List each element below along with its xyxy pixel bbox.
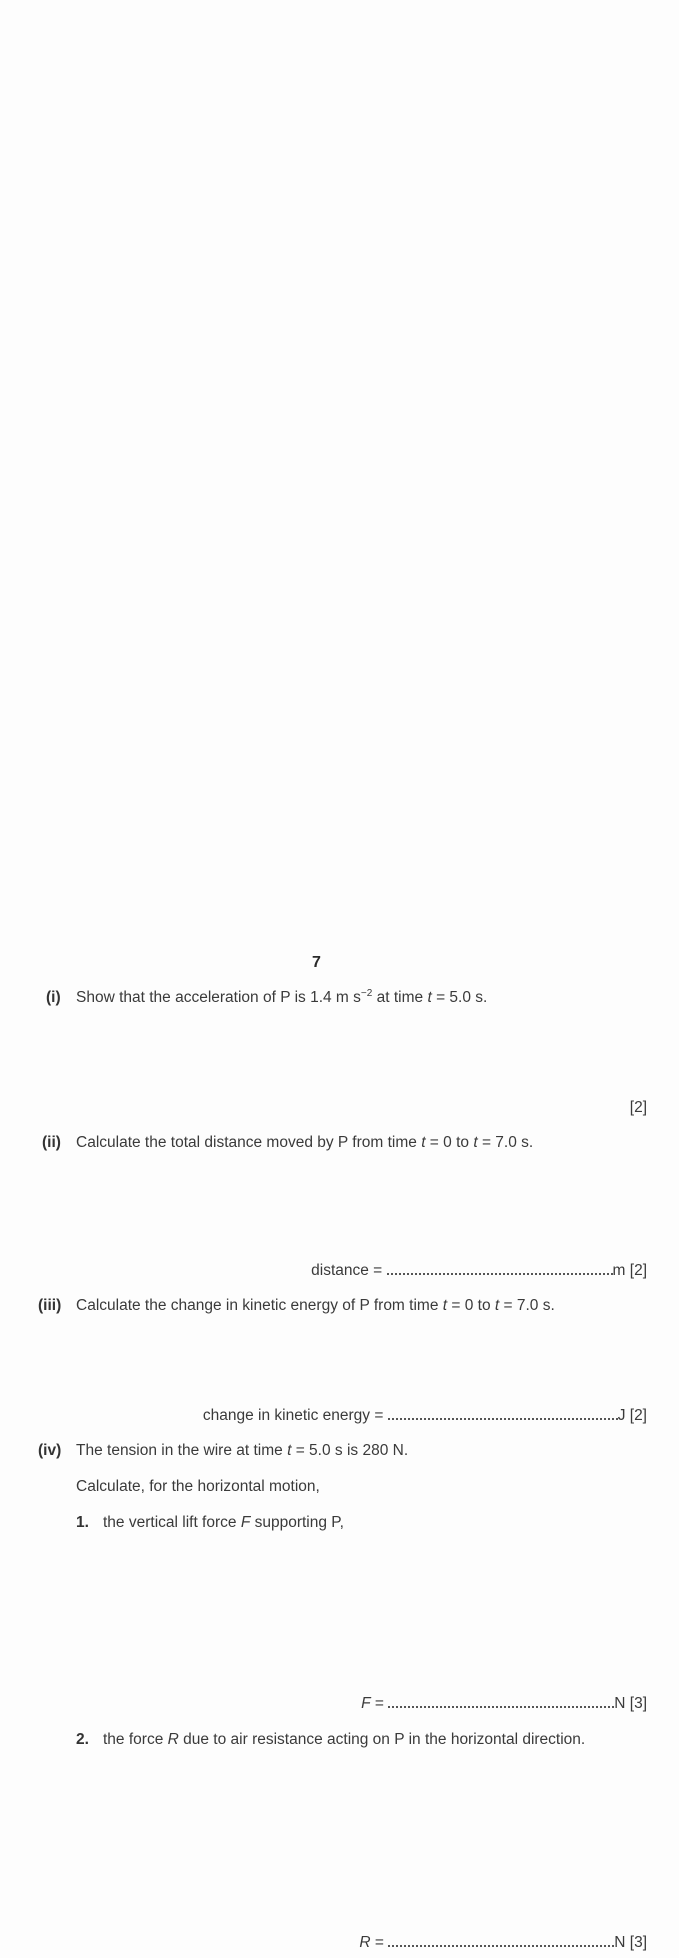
part-2-text (103, 1731, 585, 1749)
part-2-text-b: due to air resistance acting on P in the horizontal direction. (178, 1731, 586, 1748)
part-1-answer-line (361, 1694, 647, 1713)
question-number-i: (i) (46, 989, 61, 1006)
part-1-text-a: the vertical lift force (103, 1514, 241, 1531)
question-iv-intro: Calculate, for the horizontal motion, (76, 1478, 320, 1495)
air-resistance-answer-field[interactable] (388, 1933, 614, 1947)
page-number: 7 (312, 954, 321, 971)
question-i-text-a: Show that the acceleration of P is 1.4 m s (76, 989, 361, 1006)
lift-force-equals: = (370, 1695, 389, 1712)
question-iv-text-a: The tension in the wire at time (76, 1442, 288, 1459)
part-2-text-a: the force (103, 1731, 168, 1748)
question-iv-text (76, 1442, 408, 1460)
kinetic-energy-answer-field[interactable] (388, 1406, 618, 1420)
air-resistance-unit-marks: N [3] (614, 1934, 647, 1951)
lift-force-var: F (361, 1695, 371, 1712)
question-i-marks: [2] (629, 1099, 647, 1116)
question-iii-text-a: Calculate the change in kinetic energy of P from time (76, 1297, 443, 1314)
part-1-var-f: F (240, 1514, 251, 1531)
distance-unit-marks: m [2] (612, 1262, 647, 1279)
question-iii-var-t1: t (442, 1297, 448, 1314)
question-i-var-t: t (427, 989, 432, 1006)
question-iii-text-c: = 7.0 s. (499, 1297, 555, 1314)
question-iv-var-t: t (287, 1442, 292, 1459)
kinetic-energy-unit-marks: J [2] (617, 1407, 647, 1424)
question-ii-var-t1: t (421, 1134, 426, 1151)
part-2-answer-line (359, 1933, 647, 1952)
question-number-iii: (iii) (38, 1297, 62, 1314)
air-resistance-var: R (359, 1934, 371, 1951)
question-ii-var-t2: t (473, 1134, 478, 1151)
distance-label: distance = (311, 1262, 387, 1279)
question-iii-text-b: = 0 to (447, 1297, 495, 1314)
question-i-text-c: = 5.0 s. (431, 989, 488, 1006)
question-number-ii: (ii) (42, 1134, 61, 1151)
part-number-1: 1. (76, 1514, 89, 1531)
question-ii-text (76, 1134, 533, 1152)
question-number-iv: (iv) (38, 1442, 62, 1459)
question-iii-text (76, 1297, 555, 1315)
kinetic-energy-label: change in kinetic energy = (202, 1407, 388, 1424)
question-iv-text-b: = 5.0 s is 280 N. (291, 1442, 409, 1459)
question-ii-text-c: = 7.0 s. (477, 1134, 534, 1151)
question-ii-answer-line (311, 1261, 647, 1280)
lift-force-answer-field[interactable] (388, 1694, 614, 1708)
air-resistance-equals: = (370, 1934, 389, 1951)
lift-force-unit-marks: N [3] (614, 1695, 647, 1712)
question-ii-text-b: = 0 to (425, 1134, 474, 1151)
part-number-2: 2. (76, 1731, 89, 1748)
question-i-superscript: −2 (360, 987, 373, 999)
question-i-text-b: at time (372, 989, 428, 1006)
distance-answer-field[interactable] (387, 1261, 613, 1275)
part-2-var-r: R (167, 1731, 179, 1748)
question-iii-answer-line (203, 1406, 647, 1425)
question-iii-var-t2: t (494, 1297, 500, 1314)
part-1-text (103, 1514, 344, 1532)
part-1-text-b: supporting P, (250, 1514, 344, 1531)
question-i-text (76, 989, 487, 1007)
question-ii-text-a: Calculate the total distance moved by P from time (76, 1134, 422, 1151)
